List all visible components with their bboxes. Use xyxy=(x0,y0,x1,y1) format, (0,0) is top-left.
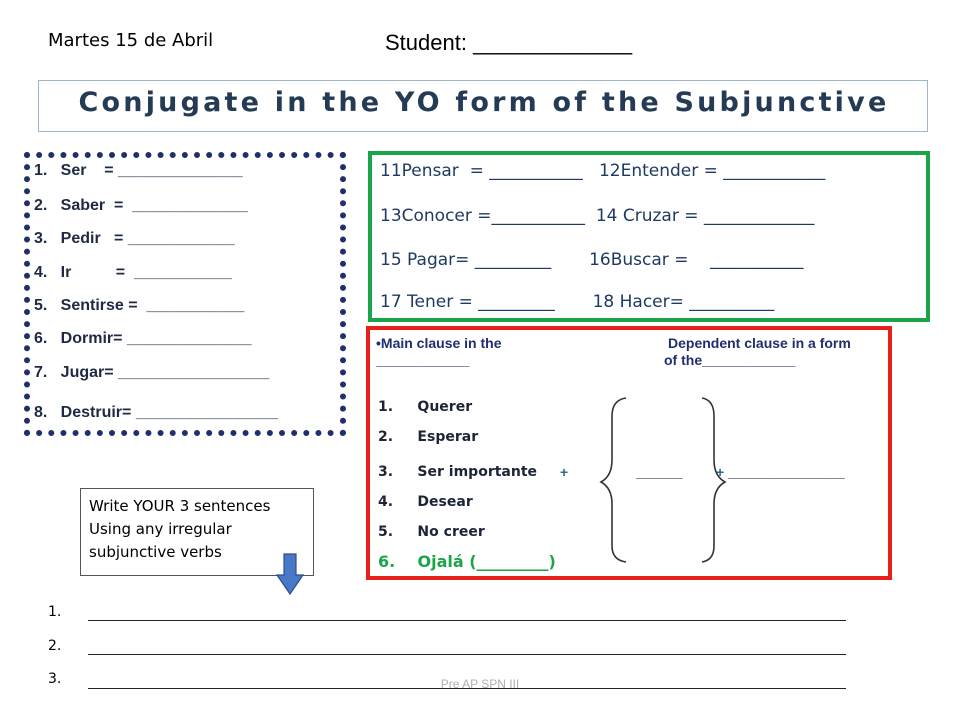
verb-item-ir[interactable]: 4. Ir = ___________ xyxy=(34,264,232,281)
verb-list-box-1-8 xyxy=(24,152,346,436)
verb-item-saber[interactable]: 2. Saber = _____________ xyxy=(34,197,248,214)
verb-row-pagar-buscar[interactable]: 15 Pagar= _________ 16Buscar = ___________ xyxy=(380,250,804,270)
instructions-line-3: subjunctive verbs xyxy=(89,543,222,561)
right-brace-icon xyxy=(702,398,725,562)
braces-graphic xyxy=(598,396,738,564)
plus-sign-1: + xyxy=(560,464,569,480)
page-title: Conjugate in the YO form of the Subjunctive xyxy=(78,87,890,118)
verb-item-jugar[interactable]: 7. Jugar= _________________ xyxy=(34,364,270,381)
verb-item-pedir[interactable]: 3. Pedir = ____________ xyxy=(34,230,235,247)
dependent-clause-blank[interactable]: of the____________ xyxy=(664,352,796,368)
sentence-number-1: 1. xyxy=(48,604,62,620)
instructions-line-1: Write YOUR 3 sentences xyxy=(89,497,271,515)
trigger-item-desear: 4. Desear xyxy=(378,494,473,510)
sentence-number-3: 3. xyxy=(48,671,62,687)
student-name-field[interactable]: Student: _____________ xyxy=(385,30,633,55)
title-box xyxy=(38,80,928,132)
que-blank[interactable]: ______ xyxy=(636,464,683,480)
verb-row-pensar-entender[interactable]: 11Pensar = ___________ 12Entender = ____________ xyxy=(380,161,826,181)
trigger-item-esperar: 2. Esperar xyxy=(378,429,479,445)
instructions-line-2: Using any irregular xyxy=(89,520,232,538)
verb-row-tener-hacer[interactable]: 17 Tener = _________ 18 Hacer= __________ xyxy=(380,292,775,312)
left-brace-icon xyxy=(601,398,626,562)
verb-row-conocer-cruzar[interactable]: 13Conocer =___________ 14 Cruzar = _____________ xyxy=(380,206,815,226)
main-clause-blank[interactable]: ____________ xyxy=(376,352,470,368)
down-arrow-icon xyxy=(276,553,304,595)
footer-course-label: Pre AP SPN III xyxy=(440,677,520,691)
trigger-item-ojala[interactable]: 6. Ojalá (_________) xyxy=(378,552,556,571)
sentence-number-2: 2. xyxy=(48,638,62,654)
sentence-line-1[interactable] xyxy=(88,620,846,621)
verb-item-ser[interactable]: 1. Ser = ______________ xyxy=(34,162,243,179)
trigger-item-querer: 1. Querer xyxy=(378,399,473,415)
sentence-line-2[interactable] xyxy=(88,654,846,655)
dependent-clause-label: Dependent clause in a form xyxy=(668,335,851,351)
subjunctive-verb-blank[interactable]: _______________ xyxy=(728,464,845,480)
main-clause-label: •Main clause in the xyxy=(376,335,502,351)
date-label: Martes 15 de Abril xyxy=(48,30,214,51)
plus-sign-2: + xyxy=(716,464,725,480)
verb-item-destruir[interactable]: 8. Destruir= ________________ xyxy=(34,404,279,421)
trigger-item-no-creer: 5. No creer xyxy=(378,524,485,540)
trigger-item-ser-importante: 3. Ser importante xyxy=(378,464,538,480)
verb-item-sentirse[interactable]: 5. Sentirse = ___________ xyxy=(34,297,245,314)
verb-item-dormir[interactable]: 6. Dormir= ______________ xyxy=(34,330,252,347)
